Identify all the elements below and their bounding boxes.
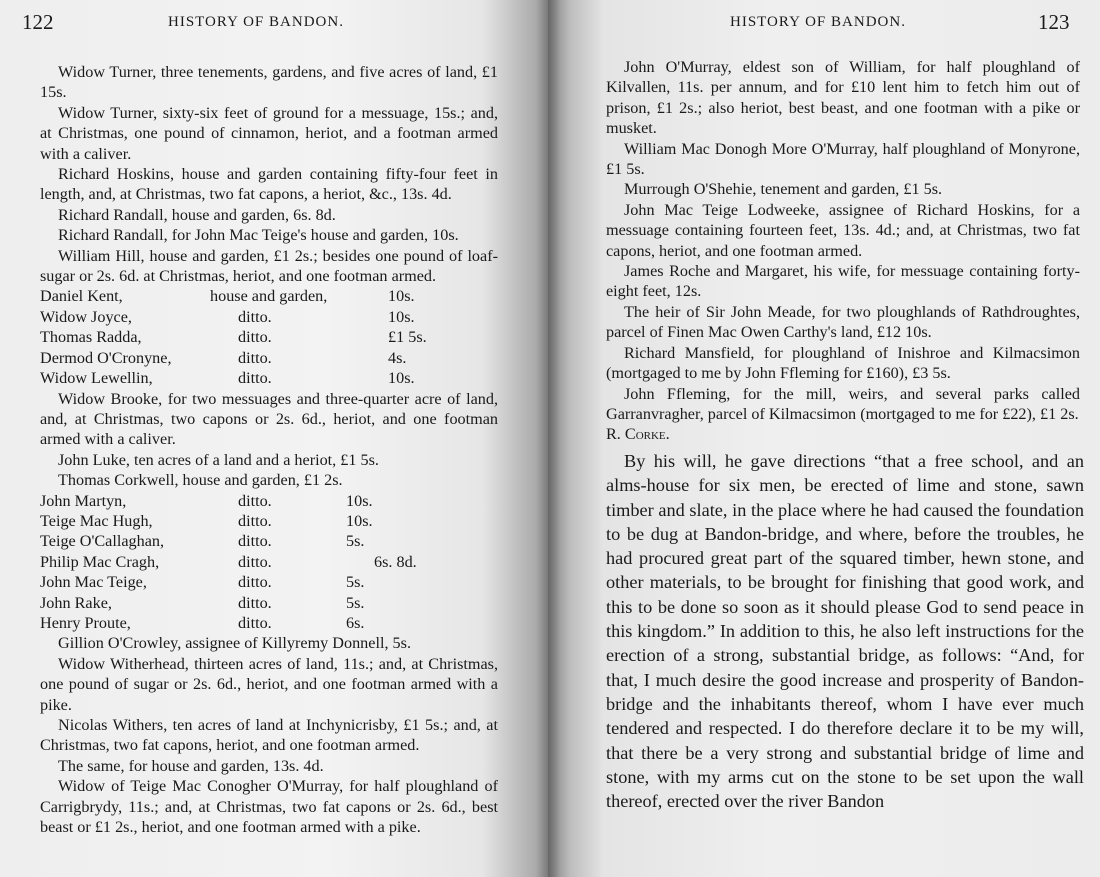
list-item: Murrough O'Shehie, tenement and garden, £1 5s. — [624, 180, 943, 199]
list-item: Richard Randall, for John Mac Teige's house and garden, 10s. — [58, 226, 459, 245]
list-item: James Roche and Margaret, his wife, for messuage containing forty-eight feet, 12s. — [606, 262, 1080, 301]
table-cell-value: 4s. — [388, 348, 407, 367]
table-cell-ditto: ditto. — [238, 369, 272, 388]
list-item: The same, for house and garden, 13s. 4d. — [58, 756, 324, 775]
table-row — [40, 286, 448, 306]
table-cell-ditto: ditto. — [238, 532, 272, 551]
list-item: John Luke, ten acres of a land and a heriot, £1 5s. — [58, 450, 379, 469]
list-item: William Mac Donogh More O'Murray, half ploughland of Monyrone, £1 5s. — [606, 139, 1080, 179]
table-cell-ditto: ditto. — [238, 491, 272, 510]
table-cell-ditto: ditto. — [238, 307, 272, 326]
table-cell-name: Thomas Radda, — [40, 328, 142, 347]
left-entries — [40, 62, 498, 837]
table-cell-value: 10s. — [388, 287, 415, 306]
table-cell-ditto: ditto. — [238, 552, 272, 571]
table-row — [40, 572, 494, 592]
list-item: Nicolas Withers, ten acres of land at Inchynicrisby, £1 5s.; and, at Christmas, two fat capons, heriot, and one footman armed. — [40, 716, 498, 755]
table-cell-ditto: ditto. — [238, 573, 272, 592]
list-item: Thomas Corkwell, house and garden, £1 2s. — [58, 471, 343, 490]
table-cell-value: 5s. — [346, 573, 365, 592]
list-item: Widow Turner, three tenements, gardens, and five acres of land, £1 15s. — [40, 63, 498, 102]
rent-table-2 — [40, 491, 494, 634]
table-row — [40, 368, 448, 388]
table-row — [40, 327, 448, 347]
table-cell-ditto: ditto. — [238, 511, 272, 530]
entries-middle-list — [40, 389, 498, 491]
list-item: Gillion O'Crowley, assignee of Killyremy Donnell, 5s. — [58, 634, 411, 653]
book-gutter — [536, 0, 560, 877]
page-number-right: 123 — [1038, 10, 1070, 34]
entries-top-list — [40, 62, 498, 286]
list-item: William Hill, house and garden, £1 2s.; besides one pound of loaf-sugar or 2s. 6d. at Christmas, heriot, and one footman armed. — [40, 246, 498, 286]
table-cell-value: 10s. — [346, 511, 373, 530]
signature: R. Corke. — [606, 425, 670, 444]
entries-bottom-list — [40, 633, 498, 837]
table-cell-name: Teige O'Callaghan, — [40, 532, 165, 551]
table-cell-value: £1 5s. — [388, 328, 427, 347]
list-item: Widow of Teige Mac Conogher O'Murray, for half ploughland of Carrigbrydy, 11s.; and, at Christmas, two fat capons or 2s. 6d., best beast or £1 2s., heriot, and one footman armed with a pike. — [40, 777, 498, 837]
body-paragraph: By his will, he gave directions “that a free school, and an alms-house for six men, be erected of lime and stone, sawn timber and slate, in the place where he had caused the foundation to be dug at Bandon-bridge, and where, before the troubles, he had procured great part of the squared timber, hewn stone, and other materials, to be brought for finishing that good work, and this to be done so soon as it should please God to send peace in this kingdom.” In addition to this, he also left instructions for the erection of a strong, substantial bridge, as follows: “And, for that, I much desire the good increase and prosperity of Bandon-bridge and the inhabitants thereof, whom I have ever much tendered and respected. I do therefore declare it to be my will, that there be a very strong and substantial bridge of lime and stone, with my arms cut on the stone to be set upon the wall thereof, erected over the river Bandon — [606, 451, 1084, 812]
list-item: Richard Hoskins, house and garden containing fifty-four feet in length, and, at Christmas, two fat capons, a heriot, &c., 13s. 4d. — [40, 165, 498, 204]
table-cell-ditto: house and garden, — [210, 287, 328, 306]
list-item: Widow Turner, sixty-six feet of ground for a messuage, 15s.; and, at Christmas, one pound of cinnamon, heriot, and a footman armed with a caliver. — [40, 103, 498, 163]
table-cell-name: John Mac Teige, — [40, 573, 147, 592]
table-cell-value: 6s. 8d. — [374, 552, 417, 571]
table-cell-name: John Rake, — [40, 593, 112, 612]
right-entries — [606, 57, 1080, 445]
table-cell-name: John Martyn, — [40, 491, 127, 510]
table-row — [40, 593, 494, 613]
table-cell-value: 10s. — [388, 369, 415, 388]
table-cell-ditto: ditto. — [238, 593, 272, 612]
table-cell-value: 5s. — [346, 532, 365, 551]
table-cell-value: 10s. — [346, 491, 373, 510]
table-cell-value: 5s. — [346, 593, 365, 612]
left-page — [0, 0, 548, 877]
table-cell-name: Teige Mac Hugh, — [40, 511, 153, 530]
table-row — [40, 531, 494, 551]
table-cell-value: 6s. — [346, 613, 365, 632]
list-item: Richard Randall, house and garden, 6s. 8d. — [58, 205, 336, 224]
table-cell-name: Henry Proute, — [40, 613, 131, 632]
table-row — [40, 613, 494, 633]
table-row — [40, 307, 448, 327]
table-row — [40, 491, 494, 511]
list-item: The heir of Sir John Meade, for two ploughlands of Rathdroughtes, parcel of Finen Mac Owen Carthy's land, £12 10s. — [606, 302, 1080, 342]
page-number-left: 122 — [22, 10, 54, 34]
right-page — [548, 0, 1100, 877]
table-cell-value: 10s. — [388, 307, 415, 326]
table-row — [40, 552, 494, 572]
list-item: John O'Murray, eldest son of William, for half ploughland of Kilvallen, 11s. per annum, and for £10 lent him to fetch him out of prison, £1 2s.; also heriot, best beast, and one footman with a pike or musket. — [606, 58, 1080, 138]
table-row — [40, 348, 448, 368]
table-cell-ditto: ditto. — [238, 328, 272, 347]
table-row — [40, 511, 494, 531]
list-item: John Mac Teige Lodweeke, assignee of Richard Hoskins, for a messuage containing fourteen feet, 13s. 4d.; and, at Christmas, two fat capons, heriot, and one footman armed. — [606, 200, 1080, 260]
running-head-right: HISTORY OF BANDON. — [730, 14, 906, 30]
table-cell-name: Daniel Kent, — [40, 287, 123, 306]
table-cell-name: Widow Joyce, — [40, 307, 132, 326]
list-item: John Ffleming, for the mill, weirs, and several parks called Garranvragher, parcel of Kilmacsimon (mortgaged to me for £22), £1 2s. — [606, 384, 1080, 423]
list-item: Widow Brooke, for two messuages and three-quarter acre of land, and, at Christmas, two capons or 2s. 6d., heriot, and one footman armed with a caliver. — [40, 389, 498, 449]
list-item: Widow Witherhead, thirteen acres of land, 11s.; and, at Christmas, one pound of sugar or 2s. 6d., heriot, and one footman armed with a pike. — [40, 654, 498, 714]
table-cell-ditto: ditto. — [238, 613, 272, 632]
table-cell-ditto: ditto. — [238, 348, 272, 367]
rent-table-1 — [40, 286, 448, 388]
running-head-left: HISTORY OF BANDON. — [168, 14, 344, 30]
list-item: Richard Mansfield, for ploughland of Inishroe and Kilmacsimon (mortgaged to me by John Ffleming for £160), £3 5s. — [606, 343, 1080, 383]
table-cell-name: Widow Lewellin, — [40, 369, 153, 388]
table-cell-name: Dermod O'Cronyne, — [40, 348, 172, 367]
table-cell-name: Philip Mac Cragh, — [40, 552, 160, 571]
